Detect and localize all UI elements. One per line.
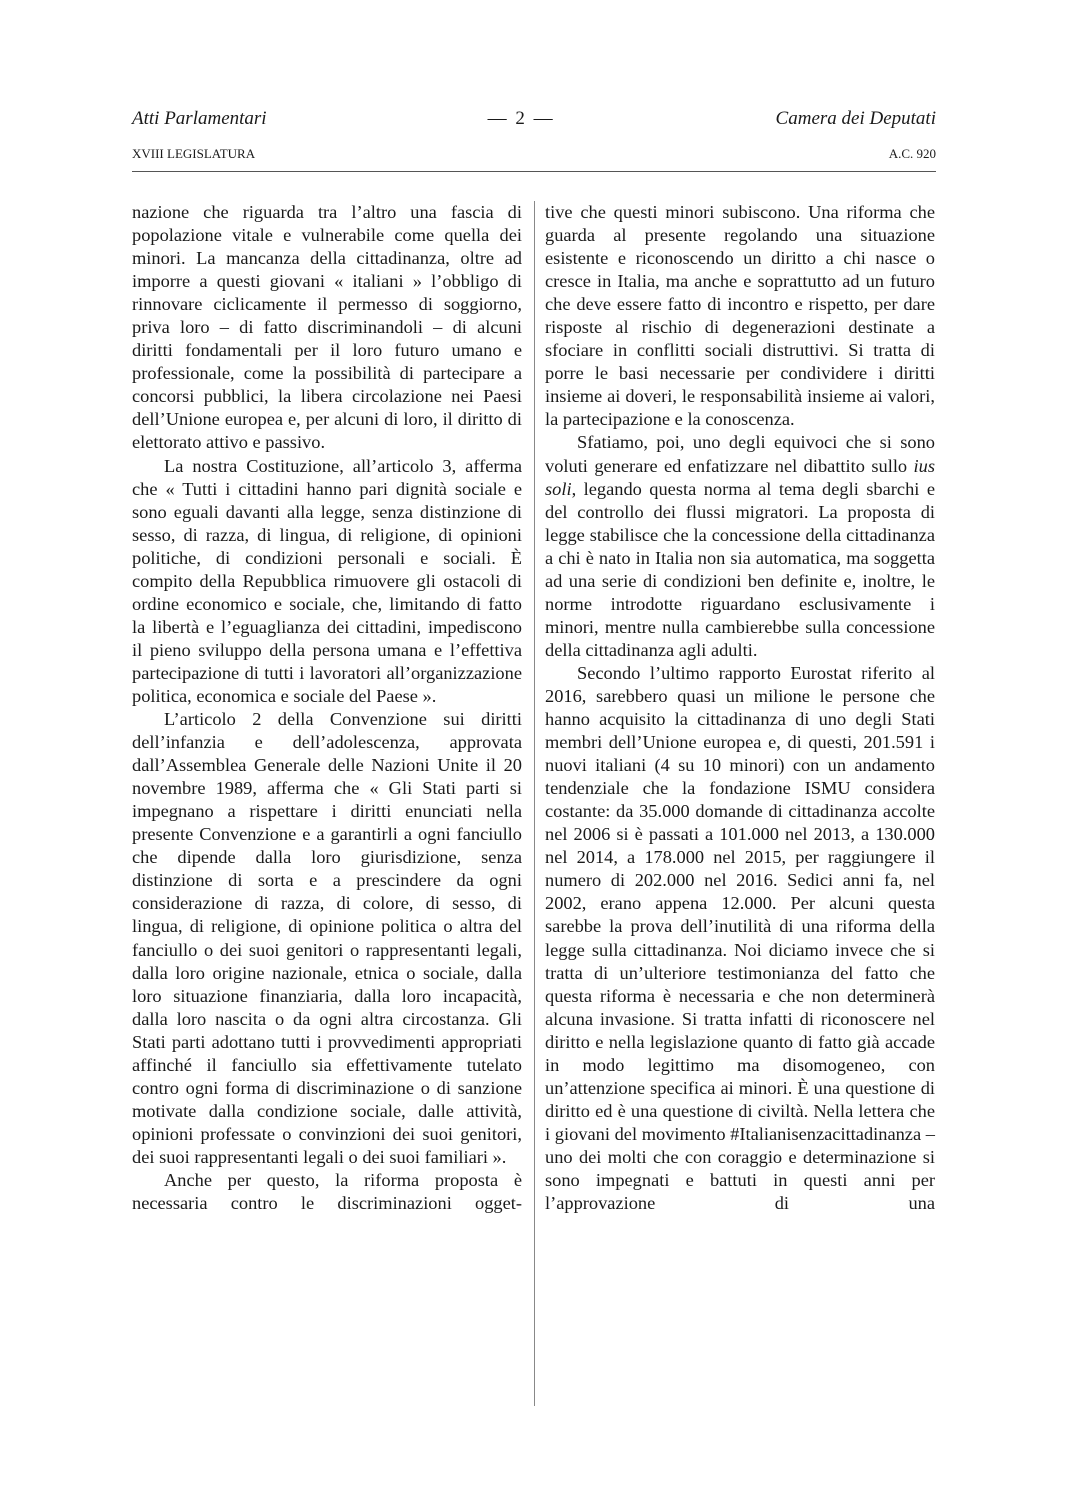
header-right: Camera dei Deputati (775, 108, 936, 129)
header-left: Atti Parlamentari (132, 108, 267, 129)
right-column (545, 201, 935, 1215)
running-header (132, 108, 936, 136)
italic-term: ius soli (545, 455, 935, 499)
paragraph (545, 431, 935, 661)
paragraph: nazione che riguarda tra l’altro una fascia di popolazione vitale e vulnerabile come quella dei minori. La mancanza della cittadinanza, oltre ad imporre a questi giovani « italiani » l’obbligo di rinnovare ciclicamente il permesso di soggiorno, priva loro – di fatto discriminandoli – di alcuni diritti fondamentali per il loro futuro umano e professionale, come la possibilità di partecipare a concorsi pubblici, la libera circolazione nei Paesi dell’Unione europea e, per alcuni di loro, il diritto di elettorato attivo e passivo. (132, 202, 522, 453)
header-rule (132, 171, 936, 172)
paragraph-text: , legando questa norma al tema degli sbarchi e del controllo dei flussi migratori. La proposta di legge stabilisce che la concessione della cittadinanza a chi è nato in Italia non sia automatica, ma soggetta ad una serie di condizioni ben definite e, inoltre, le norme introdotte riguardano esclusivamente i minori, mentre nulla cambierebbe sulla concessione della cittadinanza agli adulti. (545, 478, 935, 660)
paragraph: Anche per questo, la riforma proposta è necessaria contro le discriminazioni ogget- (132, 1169, 522, 1214)
paragraph: Secondo l’ultimo rapporto Eurostat riferito al 2016, sarebbero quasi un milione le persone che hanno acquisito la cittadinanza di uno degli Stati membri dell’Unione europea e, di questi, 201.591 i nuovi italiani (4 su 10 minori) con un andamento tendenziale che la fondazione ISMU considera costante: da 35.000 domande di cittadinanza accolte nel 2006 si è passati a 101.000 nel 2013, a 130.000 nel 2014, a 178.000 nel 2015, per raggiungere il numero di 202.000 nel 2016. Sedici anni fa, nel 2002, erano appena 12.000. Per alcuni questa sarebbe la prova dell’inutilità di una riforma della legge sulla cittadinanza. Noi diciamo invece che si tratta di un’ulteriore testimonianza del fatto che questa riforma è necessaria e che non determinerà alcuna invasione. Si tratta infatti di riconoscere nel diritto e nella legislazione quanto di fatto già accade in modo legittimo ma disomogeneo, con un’attenzione specifica ai minori. È una questione di diritto ed è una questione di civiltà. Nella lettera che i giovani del movimento #Italianisenzacittadinanza – uno dei molti che con coraggio e determinazione si sono impegnati e battuti in questi anni per l’approvazione di una (545, 662, 935, 1214)
left-column (132, 201, 522, 1215)
paragraph: L’articolo 2 della Convenzione sui diritti dell’infanzia e dell’adolescenza, approvata dall’Assemblea Generale delle Nazioni Unite il 20 novembre 1989, afferma che « Gli Stati parti si impegnano a rispettare i diritti enunciati nella presente Convenzione e a garantirli a ogni fanciullo che dipende dalla loro giurisdizione, senza distinzione di sorta e a prescindere da ogni considerazione di razza, di colore, di sesso, di lingua, di religione, di opinione politica o altra del fanciullo o dei suoi genitori o rappresentanti legali, dalla loro origine nazionale, etnica o sociale, dalla loro situazione finanziaria, dalla loro incapacità, dalla loro nascita o da ogni altra circostanza. Gli Stati parti adottano tutti i provvedimenti appropriati affinché il fanciullo sia effettivamente tutelato contro ogni forma di discriminazione o di sanzione motivate dalla condizione sociale, dalle attività, opinioni professate o convinzioni dei suoi genitori, dei suoi rappresentanti legali o dei suoi familiari ». (132, 709, 522, 1167)
paragraph: tive che questi minori subiscono. Una riforma che guarda al presente regolando una situazione esistente e riconoscendo un diritto a chi nasce o cresce in Italia, ma anche e soprattutto ad un futuro che deve essere fatto di incontro e rispetto, per dare risposte al rischio di degenerazioni destinate a sfociare in conflitti sociali distruttivi. Si tratta di porre le basi necessarie per condividere i diritti insieme ai doveri, le responsabilità insieme ai valori, la partecipazione e la conoscenza. (545, 202, 935, 430)
sub-header (132, 146, 936, 166)
document-code: A.C. 920 (888, 146, 936, 161)
legislature-label: XVIII LEGISLATURA (132, 146, 256, 161)
paragraph: La nostra Costituzione, all’articolo 3, afferma che « Tutti i cittadini hanno pari dignità sociale e sono eguali davanti alla legge, senza distinzione di sesso, di razza, di lingua, di religione, di opinioni politiche, di condizioni personali e sociali. È compito della Repubblica rimuovere gli ostacoli di ordine economico e sociale, che, limitando di fatto la libertà e l’eguaglianza dei cittadini, impediscono il pieno sviluppo della persona umana e l’effettiva partecipazione di tutti i lavoratori all’organizzazione politica, economica e sociale del Paese ». (132, 455, 522, 706)
page-number: — 2 — (487, 108, 555, 129)
column-divider (534, 201, 535, 1406)
paragraph-text: Sfatiamo, poi, uno degli equivoci che si sono voluti generare ed enfatizzare nel dibattito sullo (545, 432, 935, 476)
